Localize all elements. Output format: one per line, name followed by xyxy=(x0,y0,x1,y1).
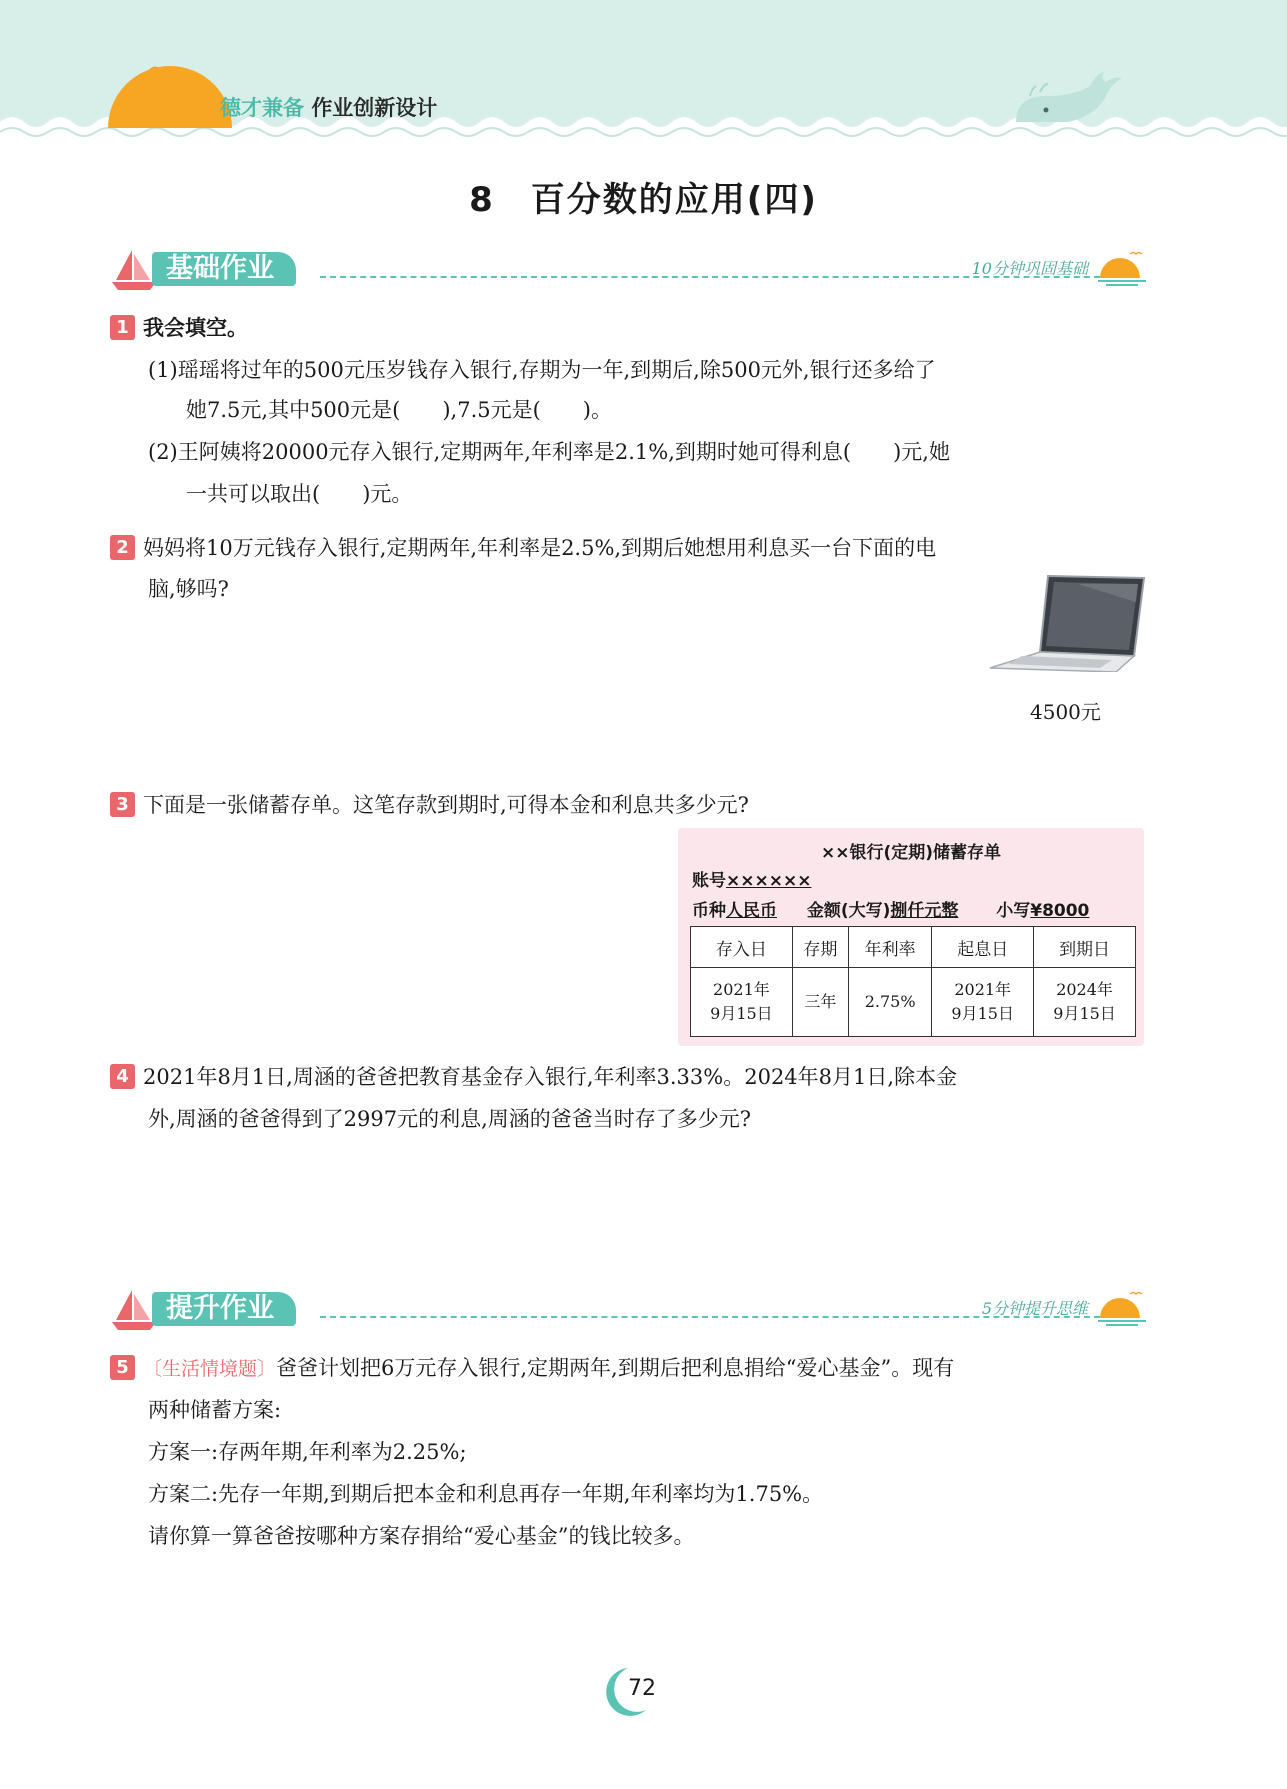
date-year: 2021年 xyxy=(713,980,770,999)
question-1-heading xyxy=(110,313,248,343)
currency-value: 人民币 xyxy=(726,901,777,921)
question-4-line xyxy=(110,1062,957,1092)
question-1-line: (1)瑶瑶将过年的500元压岁钱存入银行,存期为一年,到期后,除500元外,银行还多给了 xyxy=(148,358,936,382)
date-year: 2021年 xyxy=(954,980,1012,999)
deposit-slip xyxy=(678,828,1144,1046)
question-3-line xyxy=(110,790,749,820)
question-number: 4 xyxy=(110,1064,135,1089)
table-row xyxy=(691,968,1136,1037)
amount-value: 捌仟元整 xyxy=(890,901,959,921)
account-label: 账号 xyxy=(692,871,726,891)
table-cell-term: 三年 xyxy=(792,968,848,1037)
date-day: 9月15日 xyxy=(1053,1004,1116,1023)
question-4-line: 外,周涵的爸爸得到了2997元的利息,周涵的爸爸当时存了多少元? xyxy=(148,1107,752,1131)
section-label: 基础作业 xyxy=(152,252,296,286)
brand-logo xyxy=(220,92,437,122)
laptop-price: 4500元 xyxy=(1030,700,1101,724)
section-label: 提升作业 xyxy=(152,1292,296,1326)
table-header-cell: 起息日 xyxy=(932,927,1034,968)
question-5-line: 方案二:先存一年期,到期后把本金和利息再存一年期,年利率均为1.75%。 xyxy=(148,1482,824,1506)
section-tag: 5分钟提升思维 xyxy=(981,1299,1088,1318)
sailboat-icon xyxy=(110,246,158,292)
question-text: 妈妈将10万元钱存入银行,定期两年,年利率是2.5%,到期后她想用利息买一台下面的电 xyxy=(143,536,937,560)
laptop-icon xyxy=(988,572,1146,672)
sunset-icon xyxy=(1094,1290,1150,1328)
slip-table xyxy=(690,926,1136,1037)
table-header-cell: 存入日 xyxy=(691,927,793,968)
table-header-row xyxy=(691,927,1136,968)
page-number: 72 xyxy=(628,1676,656,1701)
question-text: 2021年8月1日,周涵的爸爸把教育基金存入银行,年利率3.33%。2024年8月1日,除本金 xyxy=(143,1065,958,1089)
question-number: 3 xyxy=(110,792,135,817)
currency-label: 币种 xyxy=(692,901,726,921)
table-header-cell: 存期 xyxy=(792,927,848,968)
question-1-line: 一共可以取出( )元。 xyxy=(186,482,413,506)
date-year: 2024年 xyxy=(1056,980,1113,999)
small-amount-value: ¥8000 xyxy=(1030,901,1090,921)
question-1-line: (2)王阿姨将20000元存入银行,定期两年,年利率是2.1%,到期时她可得利息( )元,她 xyxy=(148,440,950,464)
section-header-basic xyxy=(110,246,1150,292)
slip-title: ××银行(定期)储蓄存单 xyxy=(820,843,1002,863)
table-cell-start-date xyxy=(932,968,1034,1037)
question-5-line xyxy=(110,1353,954,1384)
table-header-cell: 到期日 xyxy=(1034,927,1136,968)
slip-account-row xyxy=(692,866,811,891)
question-number: 1 xyxy=(110,315,135,340)
table-header-cell: 年利率 xyxy=(848,927,931,968)
question-text: 下面是一张储蓄存单。这笔存款到期时,可得本金和利息共多少元? xyxy=(143,793,749,817)
date-day: 9月15日 xyxy=(951,1004,1014,1023)
brand-name: 德才兼备 xyxy=(220,96,304,120)
table-cell-deposit-date xyxy=(691,968,793,1037)
question-1-line: 她7.5元,其中500元是( ),7.5元是( )。 xyxy=(186,398,612,422)
question-2-line xyxy=(110,533,936,563)
question-number: 5 xyxy=(110,1355,135,1380)
question-text: 爸爸计划把6万元存入银行,定期两年,到期后把利息捐给“爱心基金”。现有 xyxy=(276,1356,955,1380)
sailboat-icon xyxy=(110,1286,158,1332)
question-tag: 〔生活情境题〕 xyxy=(143,1358,277,1380)
amount-label: 金额(大写) xyxy=(806,901,891,921)
brand-slogan: 作业创新设计 xyxy=(311,96,438,120)
section-header-advanced xyxy=(110,1286,1150,1332)
slip-amount-row xyxy=(692,896,1089,921)
date-day: 9月15日 xyxy=(710,1004,773,1023)
section-tag: 10分钟巩固基础 xyxy=(971,259,1088,278)
table-cell-rate: 2.75% xyxy=(848,968,931,1037)
page-title: 8 百分数的应用(四) xyxy=(469,180,818,220)
question-5-line: 两种储蓄方案: xyxy=(148,1398,282,1422)
small-amount-label: 小写 xyxy=(996,901,1031,921)
question-text: 我会填空。 xyxy=(143,316,248,340)
table-cell-end-date xyxy=(1034,968,1136,1037)
question-2-line: 脑,够吗? xyxy=(148,577,229,601)
question-5-line: 请你算一算爸爸按哪种方案存捐给“爱心基金”的钱比较多。 xyxy=(148,1524,695,1548)
account-value: ×××××× xyxy=(726,871,812,891)
sunset-icon xyxy=(1094,250,1150,288)
header-banner xyxy=(0,0,1287,150)
question-5-line: 方案一:存两年期,年利率为2.25%; xyxy=(148,1440,467,1464)
question-number: 2 xyxy=(110,535,135,560)
